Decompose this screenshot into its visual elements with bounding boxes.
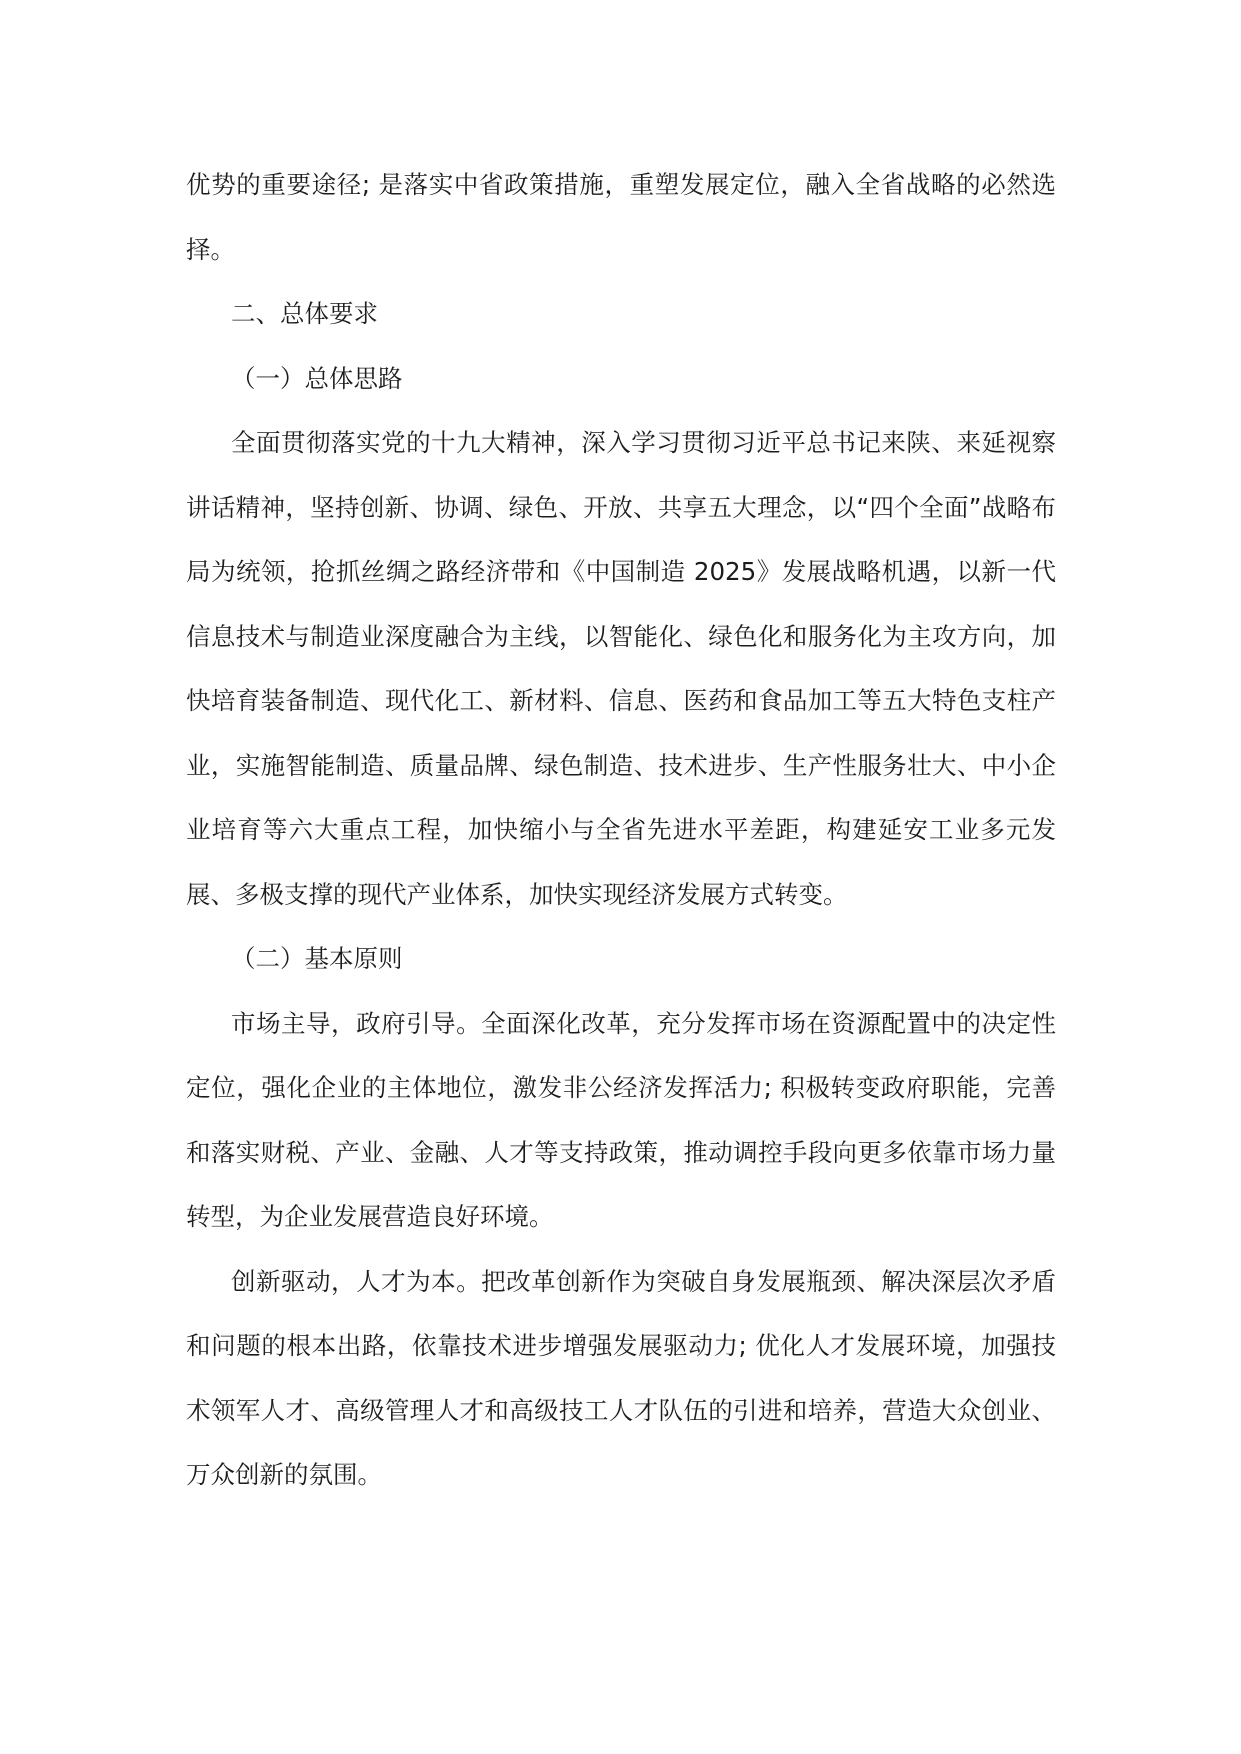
paragraph-market-led: 市场主导，政府引导。全面深化改革，充分发挥市场在资源配置中的决定性定位，强化企业的主体地位，激发非公经济发挥活力; 积极转变政府职能，完善和落实财税、产业、金融、人才等支持政策，推动调控手段向更多依靠市场力量转型，为企业发展营造良好环境。 — [186, 1008, 1056, 1231]
document-body — [186, 153, 1056, 1508]
subsection-heading-basic-principles: （二）基本原则 — [231, 944, 403, 973]
paragraph-innovation-driven: 创新驱动，人才为本。把改革创新作为突破自身发展瓶颈、解决深层次矛盾和问题的根本出路，依靠技术进步增强发展驱动力; 优化人才发展环境，加强技术领军人才、高级管理人才和高级技工人才队伍的引进和培养，营造大众创业、万众创新的氛围。 — [186, 1266, 1056, 1489]
paragraph-continuation: 优势的重要途径; 是落实中省政策措施，重塑发展定位，融入全省战略的必然选择。 — [186, 170, 1056, 264]
subsection-heading-overall-approach: （一）总体思路 — [231, 363, 403, 393]
paragraph-overall-approach: 全面贯彻落实党的十九大精神，深入学习贯彻习近平总书记来陕、来延视察讲话精神，坚持创新、协调、绿色、开放、共享五大理念，以“四个全面”战略布局为统领，抢抓丝绸之路经济带和《中国制造 2025》发展战略机遇，以新一代信息技术与制造业深度融合为主线，以智能化、绿色化和服务化为主攻方向，加快培育装备制造、现代化工、新材料、信息、医药和食品加工等五大特色支柱产业，实施智能制造、质量品牌、绿色制造、技术进步、生产性服务壮大、中小企业培育等六大重点工程，加快缩小与全省先进水平差距，构建延安工业多元发展、多极支撑的现代产业体系，加快实现经济发展方式转变。 — [186, 428, 1056, 909]
section-heading-overall-requirements: 二、总体要求 — [231, 299, 378, 328]
